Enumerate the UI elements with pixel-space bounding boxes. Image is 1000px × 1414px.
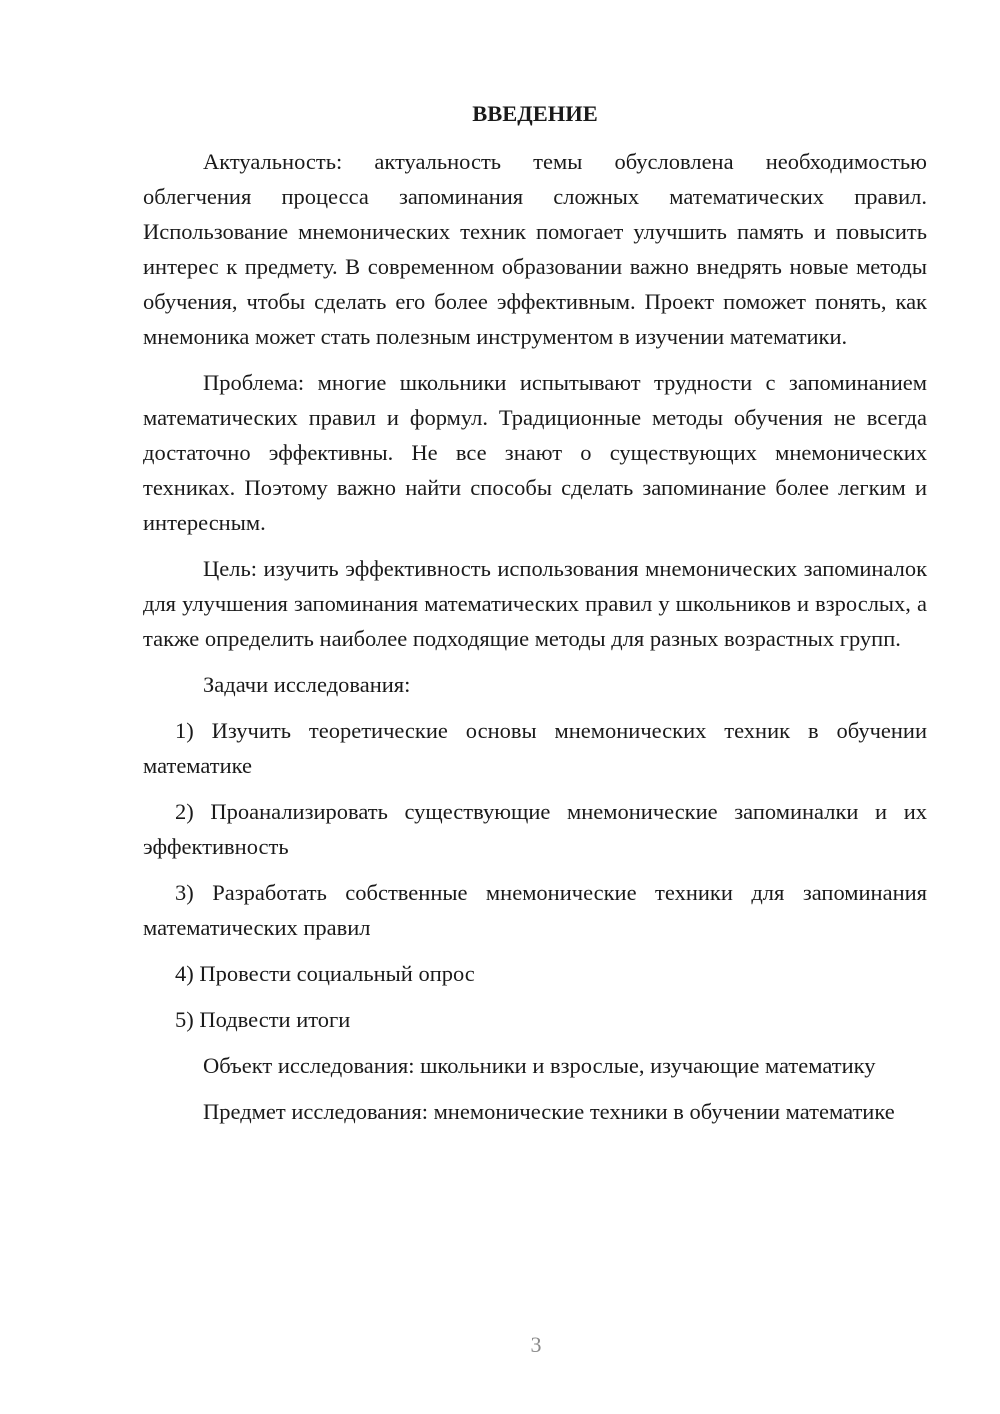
task-item-2: 2) Проанализировать существующие мнемонические запоминалки и их эффективность (143, 799, 927, 859)
page-number: 3 (530, 1332, 542, 1357)
subject-paragraph: Предмет исследования: мнемонические техники в обучении математике (203, 1099, 895, 1124)
task-item-4: 4) Провести социальный опрос (175, 961, 475, 986)
task-item-3: 3) Разработать собственные мнемонические техники для запоминания математических правил (143, 880, 927, 940)
relevance-paragraph: Актуальность: актуальность темы обусловлена необходимостью облегчения процесса запоминания сложных математических правил. Использование мнемонических техник помогает улучшить память и повысить интерес к предмету. В современном образовании важно внедрять новые методы обучения, чтобы сделать его более эффективным. Проект поможет понять, как мнемоника может стать полезным инструментом в изучении математики. (143, 149, 927, 349)
task-item-1: 1) Изучить теоретические основы мнемонических техник в обучении математике (143, 718, 927, 778)
tasks-heading: Задачи исследования: (203, 672, 411, 697)
section-heading: ВВЕДЕНИЕ (472, 101, 598, 126)
page-content (143, 96, 927, 1140)
problem-paragraph: Проблема: многие школьники испытывают трудности с запоминанием математических правил и формул. Традиционные методы обучения не всегда достаточно эффективны. Не все знают о существующих мнемонических техниках. Поэтому важно найти способы сделать запоминание более легким и интересным. (143, 370, 927, 535)
goal-paragraph: Цель: изучить эффективность использования мнемонических запоминалок для улучшения запоминания математических правил у школьников и взрослых, а также определить наиболее подходящие методы для разных возрастных групп. (143, 556, 927, 651)
task-item-5: 5) Подвести итоги (175, 1007, 351, 1032)
object-paragraph: Объект исследования: школьники и взрослые, изучающие математику (203, 1053, 876, 1078)
